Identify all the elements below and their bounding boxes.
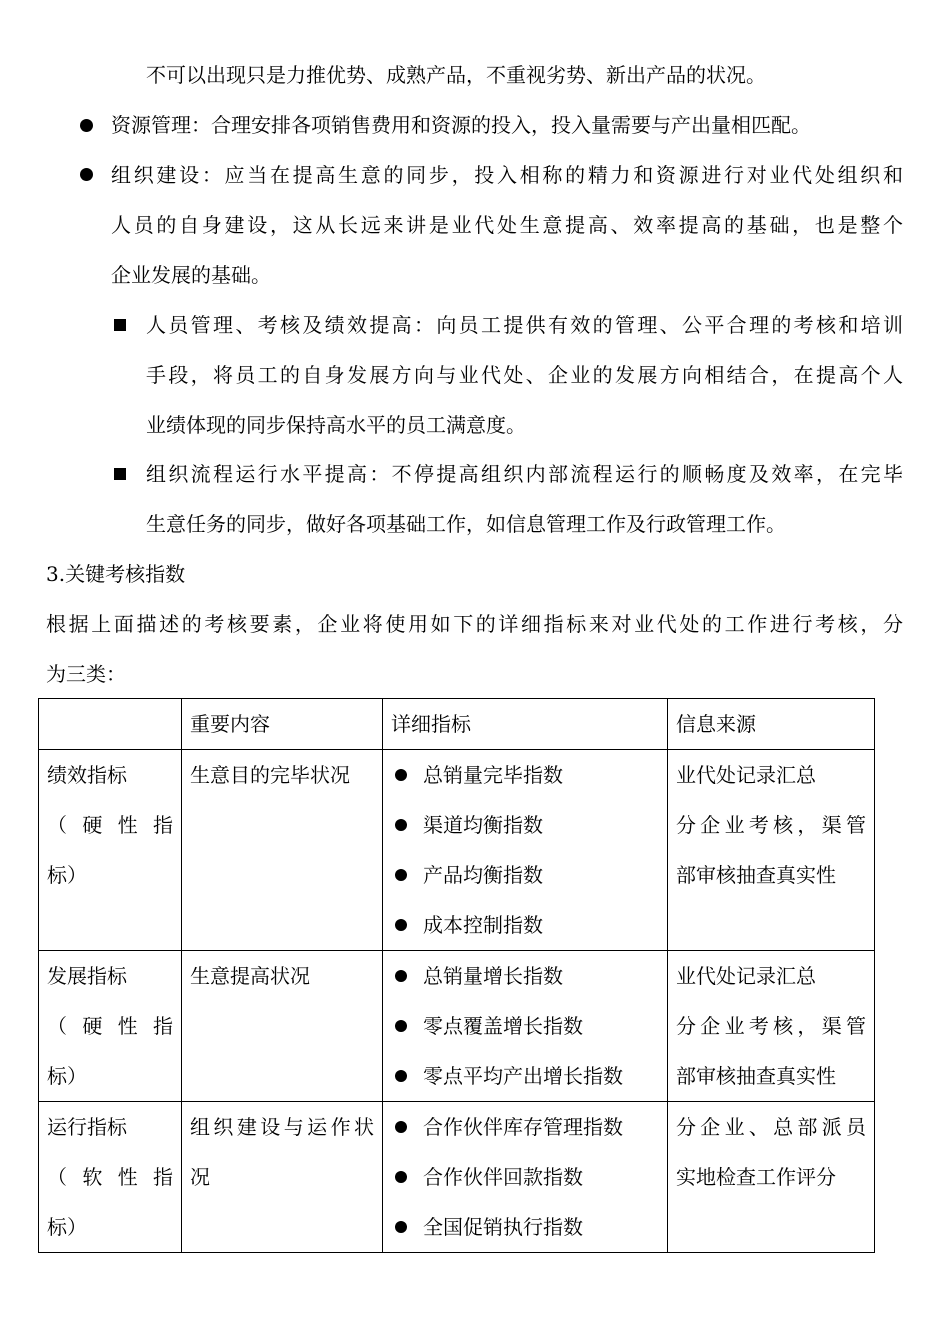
bullet-org-line-3: 企业发展的基础。 [111, 263, 271, 287]
content-cell: 组织建设与运作状 况 [182, 1102, 383, 1253]
table-row [39, 1102, 875, 1253]
category-cell: 绩效指标 （ 硬 性 指 标） [39, 750, 182, 951]
indicators-cell [383, 951, 668, 1102]
sub-flow-line-2: 生意任务的同步，做好各项基础工作，如信息管理工作及行政管理工作。 [146, 512, 786, 536]
table-row [39, 750, 875, 951]
indicator-item: 合作伙伴回款指数 [391, 1152, 659, 1202]
indicator-item: 全国促销执行指数 [391, 1202, 659, 1252]
table-header-cell: 重要内容 [182, 699, 383, 750]
content-cell: 生意提高状况 [182, 951, 383, 1102]
table-header-cell: 详细指标 [383, 699, 668, 750]
indicator-item: 零点平均产出增长指数 [391, 1051, 659, 1101]
bullet-dot-icon [80, 119, 93, 132]
source-cell: 业代处记录汇总 分企业考核，渠管 部审核抽查真实性 [668, 750, 875, 951]
table-row [39, 951, 875, 1102]
sub-flow-line-1: 组织流程运行水平提高：不停提高组织内部流程运行的顺畅度及效率，在完毕 [146, 462, 903, 486]
category-cell: 运行指标 （ 软 性 指 标） [39, 1102, 182, 1253]
sub-staff-line-3: 业绩体现的同步保持高水平的员工满意度。 [146, 413, 526, 437]
sub-staff-line-1: 人员管理、考核及绩效提高：向员工提供有效的管理、公平合理的考核和培训 [146, 313, 903, 337]
indicator-item: 合作伙伴库存管理指数 [391, 1102, 659, 1152]
content-cell: 生意目的完毕状况 [182, 750, 383, 951]
bullet-square-icon [114, 319, 126, 331]
table-header-row [39, 699, 875, 750]
indicator-item: 总销量完毕指数 [391, 750, 659, 800]
sub-staff-line-2: 手段，将员工的自身发展方向与业代处、企业的发展方向相结合，在提高个人 [146, 363, 903, 387]
intro-paragraph-line-2: 为三类： [46, 662, 126, 686]
table-header-cell: 信息来源 [668, 699, 875, 750]
indicator-item: 成本控制指数 [391, 900, 659, 950]
indicators-cell [383, 750, 668, 951]
paragraph-continuation: 不可以出现只是力推优势、成熟产品，不重视劣势、新出产品的状况。 [146, 63, 766, 87]
source-cell: 分企业、总部派员 实地检查工作评分 [668, 1102, 875, 1253]
indicator-item: 总销量增长指数 [391, 951, 659, 1001]
table-header-cell [39, 699, 182, 750]
indicator-item: 渠道均衡指数 [391, 800, 659, 850]
intro-paragraph-line-1: 根据上面描述的考核要素，企业将使用如下的详细指标来对业代处的工作进行考核，分 [46, 612, 903, 636]
bullet-org-line-1: 组织建设：应当在提高生意的同步，投入相称的精力和资源进行对业代处组织和 [111, 163, 903, 187]
indicator-item: 产品均衡指数 [391, 850, 659, 900]
bullet-dot-icon [80, 168, 93, 181]
section-heading: 3.关键考核指数 [46, 562, 186, 586]
source-cell: 业代处记录汇总 分企业考核，渠管 部审核抽查真实性 [668, 951, 875, 1102]
kpi-table [38, 698, 875, 1253]
indicators-cell [383, 1102, 668, 1253]
indicator-item: 零点覆盖增长指数 [391, 1001, 659, 1051]
bullet-resource-management: 资源管理：合理安排各项销售费用和资源的投入，投入量需要与产出量相匹配。 [111, 113, 811, 137]
category-cell: 发展指标 （ 硬 性 指 标） [39, 951, 182, 1102]
bullet-square-icon [114, 468, 126, 480]
bullet-org-line-2: 人员的自身建设，这从长远来讲是业代处生意提高、效率提高的基础，也是整个 [111, 213, 903, 237]
